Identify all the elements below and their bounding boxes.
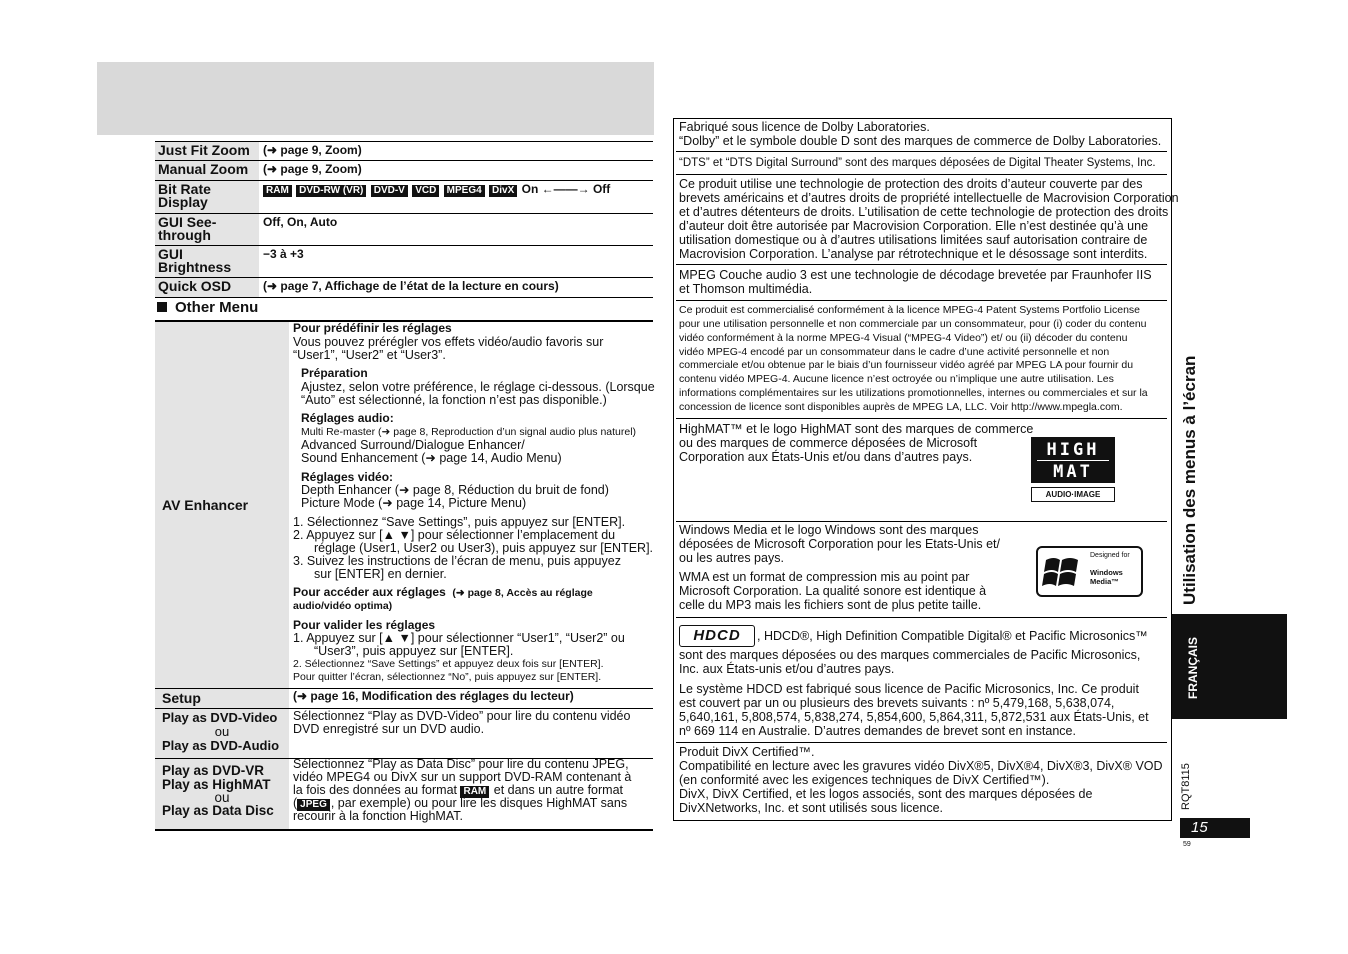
mpeg4-text: vidéo conformément à la norme MPEG-4 Visual (“MPEG-4 Video”) et/ ou (ii) décoder du contenu — [679, 332, 1128, 344]
video-text: Picture Mode (➜ page 14, Picture Menu) — [301, 496, 527, 510]
section-title: Other Menu — [175, 299, 259, 316]
audio-text: Advanced Surround/Dialogue Enhancer/ — [301, 438, 525, 452]
av-heading: Pour prédéfinir les réglages — [293, 321, 452, 335]
macrovision-text: utilisation domestique ou à d’autres utilisations limitées sauf autorisation contraire de — [679, 233, 1148, 247]
video-text: Depth Enhancer (➜ page 8, Réduction du bruit de fond) — [301, 483, 609, 497]
divx-text: Compatibilité en lecture avec les gravures vidéo DivX®5, DivX®4, DivX®3, DivX® VOD — [679, 759, 1163, 773]
hdcd-text: , HDCD®, High Definition Compatible Digital® et Pacific Microsonics™ — [757, 629, 1148, 643]
validate-text: 1. Appuyez sur [▲ ▼] pour sélectionner “User1”, “User2” ou — [293, 631, 625, 645]
hdcd-patent-text: est couvert par un ou plusieurs des brevets suivants : nº 5,479,168, 5,638,074, — [679, 696, 1115, 710]
divider — [676, 521, 1167, 522]
prep-heading: Préparation — [301, 366, 368, 380]
hdcd-logo: HDCD — [679, 625, 755, 647]
dolby-text: Fabriqué sous licence de Dolby Laboratories. — [679, 120, 930, 134]
disc-tag: RAM — [460, 786, 489, 798]
row-label: GUI Brightness — [155, 246, 259, 278]
row-label: AV Enhancer — [155, 322, 289, 690]
page-number-small: 59 — [1183, 841, 1191, 848]
header-gray-band — [97, 62, 654, 135]
macrovision-text: brevets américains et d’autres droits de propriété intellectuelle de Macrovision Corporation — [679, 191, 1179, 205]
row-label: Play as DVD-Video ou Play as DVD-Audio — [155, 709, 289, 759]
divider — [676, 151, 1167, 152]
windows-media-text: Windows Media et le logo Windows sont des marques — [679, 523, 979, 537]
windows-media-text: déposées de Microsoft Corporation pour les Etats-Unis et/ — [679, 537, 1000, 551]
row-label: Play as DVD-VR Play as HighMAT ou Play as Data Disc — [155, 759, 289, 829]
av-text: Vous pouvez prérégler vos effets vidéo/audio favoris sur — [293, 335, 604, 349]
page-number: 15 — [1180, 818, 1250, 838]
divx-text: DivXNetworks, Inc. et sont utilisés sous licence. — [679, 801, 943, 815]
macrovision-text: Ce produit utilise une technologie de protection des droits d’auteur couverte par des — [679, 177, 1143, 191]
step-text: 1. Sélectionnez “Save Settings”, puis appuyez sur [ENTER]. — [293, 515, 626, 529]
row-value: Off, On, Auto — [263, 215, 338, 229]
windows-media-text: ou les autres pays. — [679, 551, 784, 565]
legal-notices-box — [673, 118, 1179, 821]
step-text: sur [ENTER] en dernier. — [314, 567, 447, 581]
hdcd-patent-text: Le système HDCD est fabriqué sous licence de Pacific Microsonics, Inc. Ce produit — [679, 682, 1139, 696]
bullet-square-icon — [157, 302, 167, 312]
data-disc-text: la fois des données au format RAM et dans un autre format — [293, 783, 623, 797]
row-label: Quick OSD — [155, 278, 259, 297]
mpeg4-text: vidéo MPEG-4 encodé par un consommateur dans le cadre d’une activité personnelle et non — [679, 346, 1110, 358]
hdcd-patent-text: 5,640,161, 5,808,574, 5,838,274, 5,854,600, 5,864,311, 5,872,531 aux États-Unis, et — [679, 710, 1149, 724]
audio-text: Sound Enhancement (➜ page 14, Audio Menu) — [301, 451, 562, 465]
hdcd-text: Inc. aux États-unis et/ou d’autres pays. — [679, 662, 895, 676]
step-text: 3. Suivez les instructions de l’écran de menu, puis appuyez — [293, 554, 621, 568]
divider — [676, 174, 1167, 175]
validate-text: Pour quitter l’écran, sélectionnez “No”, puis appuyez sur [ENTER]. — [293, 671, 602, 683]
video-heading: Réglages vidéo: — [301, 470, 394, 484]
validate-text: 2. Sélectionnez “Save Settings” et appuyez deux fois sur [ENTER]. — [293, 658, 604, 670]
mpeg-text: et Thomson multimédia. — [679, 282, 813, 296]
data-disc-text: vidéo MPEG4 ou DivX sur un support DVD-RAM contenant à — [293, 770, 632, 784]
row-label: Manual Zoom — [155, 161, 259, 181]
disc-tag: RAM — [263, 185, 292, 197]
step-text: 2. Appuyez sur [▲ ▼] pour sélectionner l’emplacement du — [293, 528, 616, 542]
mpeg4-text: contenu vidéo MPEG-4. Aucune licence n’est octroyée ou n’implique une autre utilisation. Les — [679, 373, 1114, 385]
disc-tag: DivX — [489, 185, 517, 197]
hdcd-text: sont des marques déposées ou des marques commerciales de Pacific Microsonics, — [679, 648, 1141, 662]
divider — [676, 742, 1167, 743]
audio-heading: Réglages audio: — [301, 411, 394, 425]
macrovision-text: Macrovision Corporation. L’analyse par rétrotechnique et le désossage sont interdits. — [679, 247, 1148, 261]
row-value: (➜ page 9, Zoom) — [263, 143, 362, 157]
language-tab: FRANÇAIS — [1172, 614, 1287, 719]
row-label: Just Fit Zoom — [155, 142, 259, 161]
windows-media-logo: Designed for Windows Media™ — [1036, 546, 1143, 597]
mpegla-link[interactable]: http://www.mpegla.com. — [1011, 401, 1123, 413]
validate-heading: Pour valider les réglages — [293, 618, 436, 632]
data-disc-text: ( JPEG , par exemple) ou pour lire les disques HighMAT sans — [293, 796, 628, 810]
windows-flag-icon — [1042, 552, 1082, 592]
row-just-fit-zoom — [155, 141, 653, 161]
divider — [676, 617, 1167, 618]
mpeg4-text: Ce produit est commercialisé conformément à la licence MPEG-4 Patent Systems Portfolio License — [679, 304, 1141, 316]
macrovision-text: d’auteur doit être autorisée par Macrovision Corporation. Elle n’est destinée qu’à une — [679, 219, 1149, 233]
divider — [676, 418, 1167, 419]
bit-rate-value: On ←——→ Off — [521, 182, 611, 196]
divx-text: DivX, DivX Certified, et les logos associés, sont des marques déposées de — [679, 787, 1093, 801]
access-heading: Pour accéder aux réglages (➜ page 8, Accès au réglage — [293, 585, 593, 599]
divx-text: Produit DivX Certified™. — [679, 745, 815, 759]
vertical-section-title: Utilisation des menus à l’écran — [1180, 355, 1199, 605]
mpeg4-text: commerciale et/ou obtenue par le biais d’un fournisseur vidéo agréé par MPEG LA pour fournir du — [679, 359, 1134, 371]
row-label: Setup — [155, 689, 289, 709]
divx-text: (en conformité avec les exigences techniques de DivX Certified™). — [679, 773, 1050, 787]
row-value: (➜ page 7, Affichage de l’état de la lecture en cours) — [263, 279, 559, 293]
mpeg-text: MPEG Couche audio 3 est une technologie de décodage brevetée par Fraunhofer IIS — [679, 268, 1152, 282]
row-bit-rate-display — [155, 180, 653, 214]
prep-text: “Auto” est sélectionné, la fonction n’est pas disponible.) — [301, 393, 607, 407]
prep-text: Ajustez, selon votre préférence, le réglage ci-dessous. (Lorsque — [301, 380, 655, 394]
highmat-logo: HIGH MAT AUDIO·IMAGE — [1031, 437, 1115, 503]
row-manual-zoom — [155, 160, 653, 181]
dolby-text: “Dolby” et le symbole double D sont des marques de commerce de Dolby Laboratories. — [679, 134, 1162, 148]
access-text: audio/vidéo optima) — [293, 600, 393, 612]
disc-tag: JPEG — [297, 799, 330, 811]
mpeg4-text: concession de licence sont disponibles auprès de MPEG LA, LLC. Voir http://www.mpegla.com. — [679, 401, 1123, 413]
disc-tag: VCD — [412, 185, 439, 197]
data-disc-text: recourir à la fonction HighMAT. — [293, 809, 463, 823]
dvd-video-text: Sélectionnez “Play as DVD-Video” pour lire du contenu vidéo — [293, 709, 631, 723]
setup-value: (➜ page 16, Modification des réglages du lecteur) — [293, 689, 574, 703]
mpeg4-text: pour une utilisation personnelle et non commerciale par un consommateur, pour (i) coder du contenu — [679, 318, 1147, 330]
disc-tag: DVD-V — [371, 185, 408, 197]
disc-tag: MPEG4 — [444, 185, 485, 197]
mpeg4-text: informations complémentaires sur les utilizations promotionnelles, internes ou commerciales et sur la — [679, 387, 1148, 399]
row-label: Bit Rate Display — [155, 181, 259, 214]
data-disc-text: Sélectionnez “Play as Data Disc” pour lire du contenu JPEG, — [293, 757, 629, 771]
dts-text: “DTS” et “DTS Digital Surround” sont des marques déposées de Digital Theater Systems, Inc. — [679, 157, 1156, 169]
audio-text: Multi Re-master (➜ page 8, Reproduction d’un signal audio plus naturel) — [301, 426, 637, 438]
validate-text: “User3”, puis appuyez sur [ENTER]. — [314, 644, 514, 658]
wma-text: Microsoft Corporation. La qualité sonore est identique à — [679, 584, 987, 598]
highmat-text: Corporation aux États-Unis et/ou dans d’autres pays. — [679, 450, 973, 464]
macrovision-text: et d’autres détenteurs de droits. L’utilisation de cette technologie de protection des droits — [679, 205, 1169, 219]
highmat-text: HighMAT™ et le logo HighMAT sont des marques de commerce — [679, 422, 1034, 436]
highmat-text: ou des marques de commerce déposées de Microsoft — [679, 436, 978, 450]
disc-tag: DVD-RW (VR) — [296, 185, 366, 197]
step-text: réglage (User1, User2 ou User3), puis appuyez sur [ENTER]. — [314, 541, 654, 555]
dvd-video-text: DVD enregistré sur un DVD audio. — [293, 722, 485, 736]
wma-text: WMA est un format de compression mis au point par — [679, 570, 970, 584]
row-label: GUI See-through — [155, 214, 259, 246]
av-text: “User1”, “User2” et “User3”. — [293, 348, 446, 362]
row-value: −3 à +3 — [263, 247, 304, 261]
row-value — [263, 183, 610, 197]
row-gui-brightness — [155, 245, 653, 278]
hdcd-patent-text: nº 669 114 en Australie. D’autres demandes de brevet sont en instance. — [679, 724, 1076, 738]
section-heading — [157, 299, 258, 316]
divider — [676, 300, 1167, 301]
row-value: (➜ page 9, Zoom) — [263, 162, 362, 176]
divider — [676, 264, 1167, 265]
row-gui-see-through — [155, 213, 653, 246]
row-quick-osd — [155, 277, 653, 298]
wma-text: celle du MP3 mais les fichiers sont de plus petite taille. — [679, 598, 982, 612]
